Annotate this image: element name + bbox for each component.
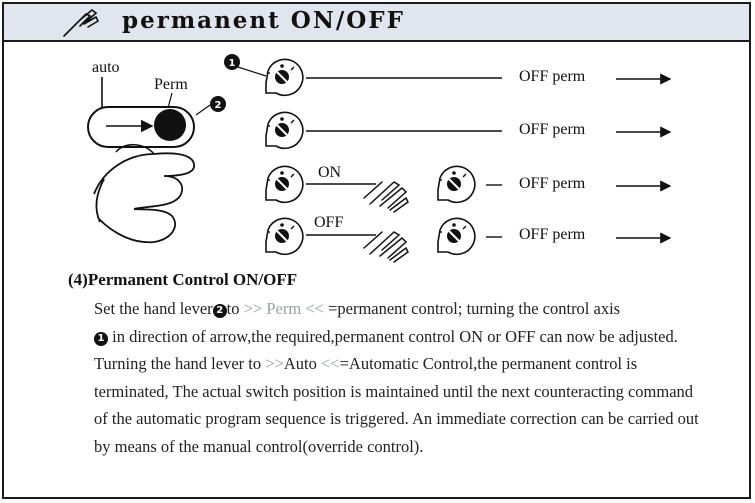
badge-1-inline: 1 xyxy=(94,332,108,346)
desc-text: in direction of arrow,the required,permanent control ON or OFF can now be adjusted. Turning the hand lever to xyxy=(94,326,678,373)
desc-text: =permanent control; turning the control axis xyxy=(328,299,621,318)
desc-text: =Automatic Control,the permanent control is terminated, The actual switch position is maintained until the next counteracting command of the automatic program sequence is triggered. An immediate correction can be carried out by means of the manual control(override control). xyxy=(94,354,699,456)
desc-gray-text: >> xyxy=(265,354,284,373)
auto-label: auto xyxy=(92,59,120,76)
control-knob-icon xyxy=(266,166,303,202)
on-label: ON xyxy=(318,164,342,181)
control-knob-icon xyxy=(266,218,303,254)
switch-hand-icon xyxy=(364,182,408,212)
control-knob-icon xyxy=(266,112,303,148)
badge-2-label: 2 xyxy=(214,100,222,111)
perm-label: Perm xyxy=(154,76,188,93)
page-frame xyxy=(2,2,751,499)
desc-gray-text: << xyxy=(321,354,340,373)
row-label: OFF perm xyxy=(519,175,586,192)
desc-text: to xyxy=(226,299,240,318)
control-knob-icon xyxy=(438,166,475,202)
badge-1-label: 1 xyxy=(228,58,236,69)
page-title: permanent ON/OFF xyxy=(122,7,405,34)
row-label: OFF perm xyxy=(519,68,586,85)
desc-text: Auto xyxy=(283,354,317,373)
control-knob-icon xyxy=(438,218,475,254)
badge-2-inline: 2 xyxy=(213,304,227,318)
control-diagram xyxy=(4,4,749,269)
control-knob-icon xyxy=(266,59,303,95)
description-paragraph xyxy=(94,295,704,460)
perm-lever-knob xyxy=(154,109,186,141)
section-title: (4)Permanent Control ON/OFF xyxy=(68,270,298,289)
row-label: OFF perm xyxy=(519,121,586,138)
desc-gray-text: >> Perm << xyxy=(243,299,324,318)
row-label: OFF perm xyxy=(519,226,586,243)
off-label: OFF xyxy=(314,214,344,231)
switch-hand-icon xyxy=(364,232,408,262)
hand-lever-illustration xyxy=(88,77,210,242)
desc-text: Set the hand lever xyxy=(94,299,213,318)
